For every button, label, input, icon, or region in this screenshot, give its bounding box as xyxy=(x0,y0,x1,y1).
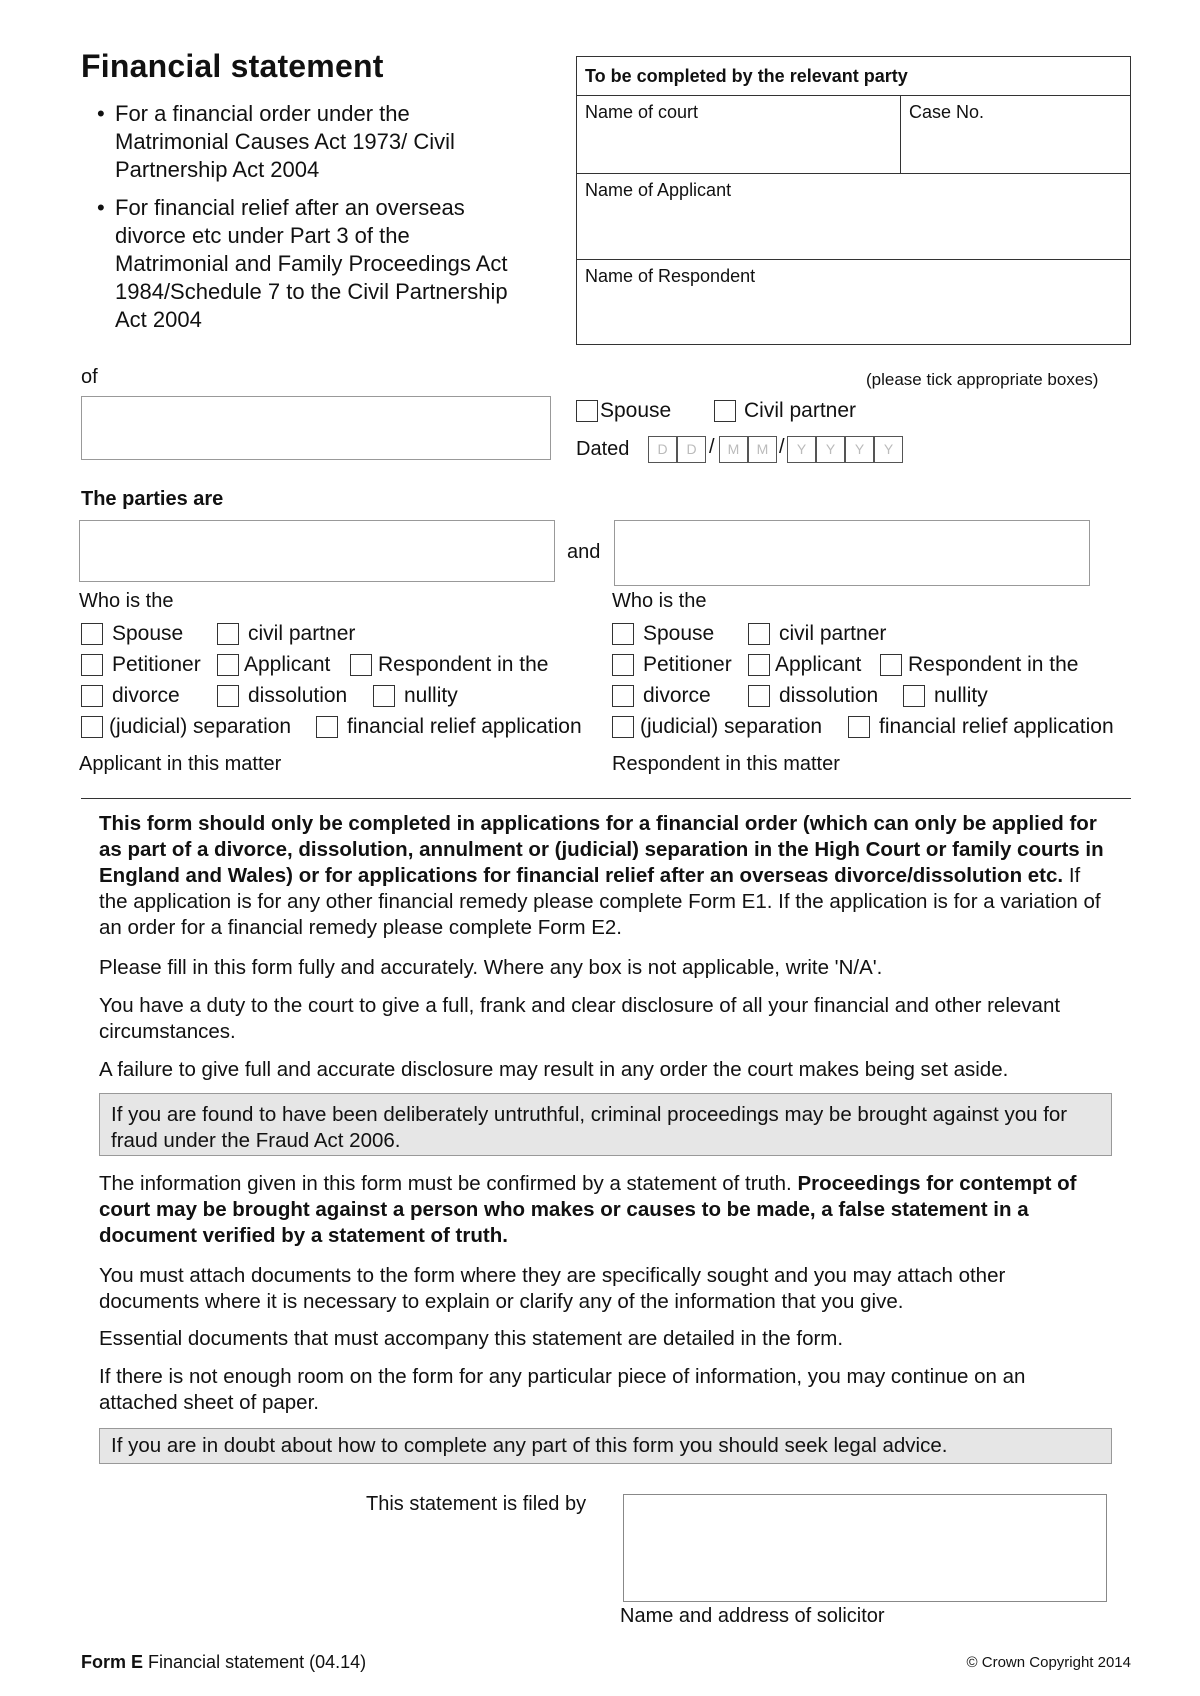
instruction-1-bold: This form should only be completed in applications for a financial order (which can only be applied for as part of a divorce, dissolution, annulment or (judicial) separation in the High Court or family courts in England and Wales) or for applications for financial relief after an overseas divorce/dissolution etc. xyxy=(99,812,1104,887)
left-financial-relief-label: financial relief application xyxy=(347,715,582,738)
date-year-1-input[interactable]: Y xyxy=(787,436,816,463)
left-civil-partner-label: civil partner xyxy=(248,622,356,645)
left-dissolution-label: dissolution xyxy=(248,684,348,707)
date-day-1-input[interactable]: D xyxy=(648,436,677,463)
date-year-3-input[interactable]: Y xyxy=(845,436,874,463)
right-petitioner-checkbox[interactable] xyxy=(612,654,634,676)
instruction-paragraph-2: Please fill in this form fully and accurately. Where any box is not applicable, write 'N/A'. xyxy=(99,956,883,979)
date-separator: / xyxy=(709,436,715,458)
civil-partner-label: Civil partner xyxy=(744,399,857,422)
left-nullity-checkbox[interactable] xyxy=(373,685,395,707)
right-who-is-the-label: Who is the xyxy=(612,590,707,612)
instruction-paragraph-1 xyxy=(99,811,1109,941)
fraud-warning-box: If you are found to have been deliberately untruthful, criminal proceedings may be brought against you for fraud under the Fraud Act 2006. xyxy=(99,1093,1112,1156)
left-divorce-label: divorce xyxy=(112,684,180,707)
parties-heading: The parties are xyxy=(81,488,224,510)
right-civil-partner-label: civil partner xyxy=(779,622,887,645)
right-civil-partner-checkbox[interactable] xyxy=(748,623,770,645)
right-dissolution-label: dissolution xyxy=(779,684,879,707)
legal-advice-box: If you are in doubt about how to complete any part of this form you should seek legal advice. xyxy=(99,1428,1112,1464)
civil-partner-checkbox[interactable] xyxy=(714,400,736,422)
left-spouse-checkbox[interactable] xyxy=(81,623,103,645)
and-label: and xyxy=(567,541,601,563)
name-of-court-label: Name of court xyxy=(585,102,699,122)
left-who-is-the-label: Who is the xyxy=(79,590,174,612)
left-applicant-label: Applicant xyxy=(244,653,331,676)
instruction-paragraph-7: Essential documents that must accompany this statement are detailed in the form. xyxy=(99,1327,844,1350)
right-financial-relief-checkbox[interactable] xyxy=(848,716,870,738)
left-respondent-label: Respondent in the xyxy=(378,653,549,676)
left-financial-relief-checkbox[interactable] xyxy=(316,716,338,738)
right-petitioner-label: Petitioner xyxy=(643,653,732,676)
section-divider xyxy=(81,798,1131,799)
instruction-paragraph-6: You must attach documents to the form where they are specifically sought and you may attach other documents where it is necessary to explain or clarify any of the information that you give. xyxy=(99,1264,1006,1313)
solicitor-caption: Name and address of solicitor xyxy=(620,1605,885,1627)
left-role-label: Applicant in this matter xyxy=(79,753,282,775)
instruction-paragraph-8: If there is not enough room on the form for any particular piece of information, you may continue on an attached sheet of paper. xyxy=(99,1365,1026,1414)
left-dissolution-checkbox[interactable] xyxy=(217,685,239,707)
copyright-notice: © Crown Copyright 2014 xyxy=(966,1654,1131,1671)
form-name: Financial statement (04.14) xyxy=(148,1652,367,1672)
right-dissolution-checkbox[interactable] xyxy=(748,685,770,707)
right-judicial-separation-checkbox[interactable] xyxy=(612,716,634,738)
left-judicial-separation-checkbox[interactable] xyxy=(81,716,103,738)
page-title: Financial statement xyxy=(81,48,384,84)
of-label: of xyxy=(81,366,98,388)
right-divorce-checkbox[interactable] xyxy=(612,685,634,707)
name-of-applicant-label: Name of Applicant xyxy=(585,180,732,200)
case-number-field[interactable] xyxy=(900,96,1132,174)
right-financial-relief-label: financial relief application xyxy=(879,715,1114,738)
form-code: Form E xyxy=(81,1652,144,1672)
left-civil-partner-checkbox[interactable] xyxy=(217,623,239,645)
right-nullity-label: nullity xyxy=(934,684,988,707)
date-year-4-input[interactable]: Y xyxy=(874,436,903,463)
right-role-label: Respondent in this matter xyxy=(612,753,840,775)
purpose-item: • For a financial order under the Matrimonial Causes Act 1973/ Civil Partnership Act 2004 xyxy=(97,100,527,184)
left-spouse-label: Spouse xyxy=(112,622,184,645)
right-applicant-label: Applicant xyxy=(775,653,862,676)
name-of-applicant-field[interactable] xyxy=(577,174,1130,260)
left-petitioner-checkbox[interactable] xyxy=(81,654,103,676)
left-divorce-checkbox[interactable] xyxy=(81,685,103,707)
instruction-1-rest: If the application is for any other financial remedy please complete Form E1. If the application is for a variation of an order for a financial remedy please complete Form E2. xyxy=(99,864,1101,939)
date-month-2-input[interactable]: M xyxy=(748,436,777,463)
court-details-box xyxy=(576,56,1131,345)
court-box-heading: To be completed by the relevant party xyxy=(577,57,1130,96)
tick-hint: (please tick appropriate boxes) xyxy=(866,370,1099,389)
dated-label: Dated xyxy=(576,438,630,460)
date-month-1-input[interactable]: M xyxy=(719,436,748,463)
solicitor-details-input[interactable] xyxy=(623,1494,1107,1602)
right-spouse-checkbox[interactable] xyxy=(612,623,634,645)
left-respondent-checkbox[interactable] xyxy=(350,654,372,676)
date-separator: / xyxy=(779,436,785,458)
case-number-label: Case No. xyxy=(909,102,985,122)
date-year-2-input[interactable]: Y xyxy=(816,436,845,463)
left-judicial-separation-label: (judicial) separation xyxy=(109,715,292,738)
right-divorce-label: divorce xyxy=(643,684,711,707)
instruction-5-bold: Proceedings for contempt of court may be brought against a person who makes or causes to be made, a false statement in a document verified by a statement of truth. xyxy=(99,1172,1077,1247)
spouse-label: Spouse xyxy=(600,399,672,422)
instruction-paragraph-3: You have a duty to the court to give a full, frank and clear disclosure of all your financial and other relevant circumstances. xyxy=(99,994,1061,1043)
left-nullity-label: nullity xyxy=(404,684,458,707)
of-address-input[interactable] xyxy=(81,396,551,460)
instruction-paragraph-4: A failure to give full and accurate disclosure may result in any order the court makes being set aside. xyxy=(99,1058,1009,1081)
purpose-list xyxy=(97,100,527,344)
party-two-name-input[interactable] xyxy=(614,520,1090,586)
right-judicial-separation-label: (judicial) separation xyxy=(640,715,823,738)
purpose-item: • For financial relief after an overseas divorce etc under Part 3 of the Matrimonial and Family Proceedings Act 1984/Schedule 7 to the Civil Partnership Act 2004 xyxy=(97,194,527,334)
date-day-2-input[interactable]: D xyxy=(677,436,706,463)
filed-by-label: This statement is filed by xyxy=(366,1493,587,1515)
instruction-paragraph-5 xyxy=(99,1171,1109,1249)
party-one-name-input[interactable] xyxy=(79,520,555,582)
right-spouse-label: Spouse xyxy=(643,622,715,645)
right-applicant-checkbox[interactable] xyxy=(748,654,770,676)
right-nullity-checkbox[interactable] xyxy=(903,685,925,707)
right-respondent-checkbox[interactable] xyxy=(880,654,902,676)
right-respondent-label: Respondent in the xyxy=(908,653,1079,676)
left-petitioner-label: Petitioner xyxy=(112,653,201,676)
spouse-checkbox[interactable] xyxy=(576,400,598,422)
instruction-5-plain: The information given in this form must be confirmed by a statement of truth. xyxy=(99,1172,798,1195)
name-of-respondent-field[interactable] xyxy=(577,260,1130,344)
name-of-respondent-label: Name of Respondent xyxy=(585,266,756,286)
left-applicant-checkbox[interactable] xyxy=(217,654,239,676)
form-footer xyxy=(81,1652,366,1673)
